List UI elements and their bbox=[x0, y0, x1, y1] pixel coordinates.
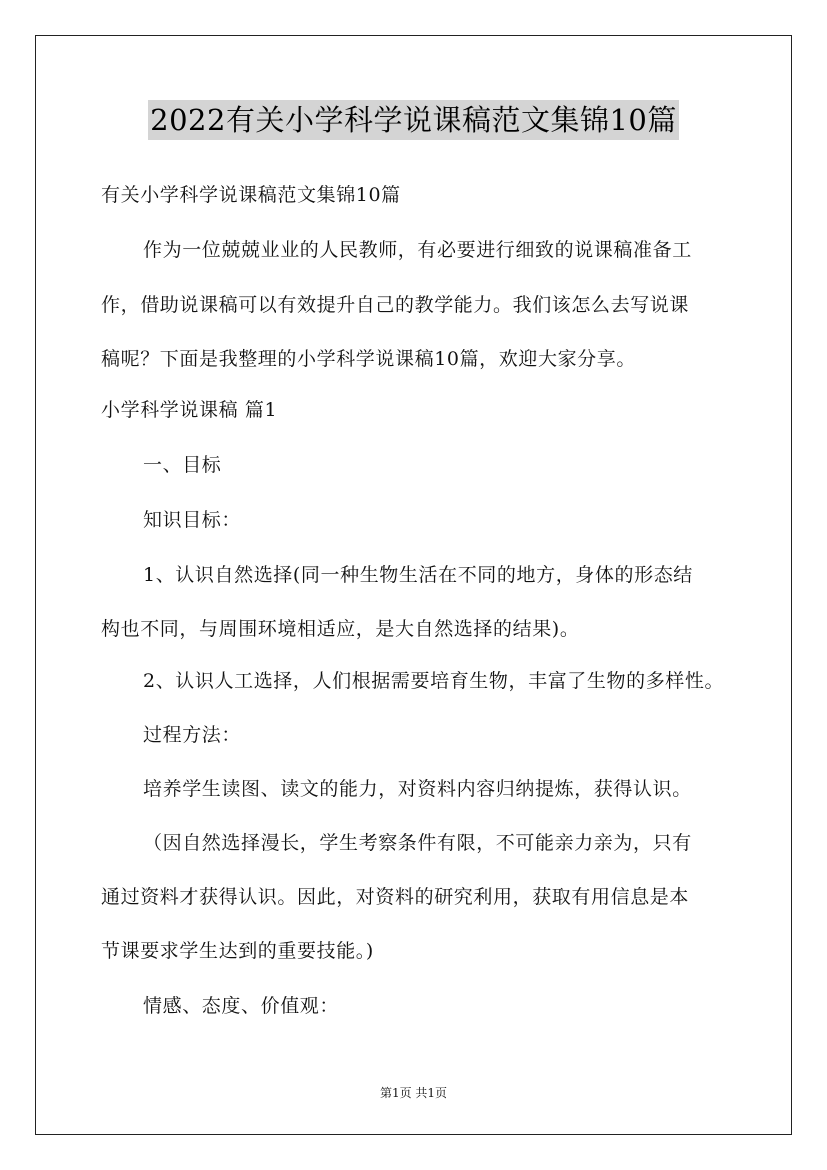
body-line: 过程方法： bbox=[143, 724, 242, 746]
body-line: 培养学生读图、读文的能力，对资料内容归纳提炼，获得认识。 bbox=[143, 778, 692, 800]
body-line: 构也不同，与周围环境相适应，是大自然选择的结果)。 bbox=[101, 618, 580, 640]
body-line: 情感、态度、价值观： bbox=[143, 995, 340, 1017]
intro-line: 作为一位兢兢业业的人民教师，有必要进行细致的说课稿准备工 bbox=[143, 239, 692, 261]
body-line: 知识目标： bbox=[143, 509, 242, 531]
intro-line: 稿呢？下面是我整理的小学科学说课稿10篇，欢迎大家分享。 bbox=[101, 348, 636, 370]
body-line: （因自然选择漫长，学生考察条件有限，不可能亲力亲为，只有 bbox=[143, 832, 692, 854]
intro-line: 作，借助说课稿可以有效提升自己的教学能力。我们该怎么去写说课 bbox=[101, 294, 690, 316]
document-subtitle: 有关小学科学说课稿范文集锦10篇 bbox=[101, 184, 401, 206]
body-line: 2、认识人工选择，人们根据需要培育生物，丰富了生物的多样性。 bbox=[143, 670, 725, 692]
title-container bbox=[0, 100, 827, 140]
page-number: 第1页 共1页 bbox=[379, 1086, 448, 1100]
body-line: 节课要求学生达到的重要技能。) bbox=[101, 940, 374, 962]
section-heading: 小学科学说课稿 篇1 bbox=[101, 399, 278, 421]
document-title: 2022有关小学科学说课稿范文集锦10篇 bbox=[148, 100, 679, 140]
body-line: 一、目标 bbox=[143, 454, 222, 476]
body-line: 通过资料才获得认识。因此，对资料的研究利用，获取有用信息是本 bbox=[101, 886, 690, 908]
body-line: 1、认识自然选择(同一种生物生活在不同的地方，身体的形态结 bbox=[143, 564, 693, 586]
